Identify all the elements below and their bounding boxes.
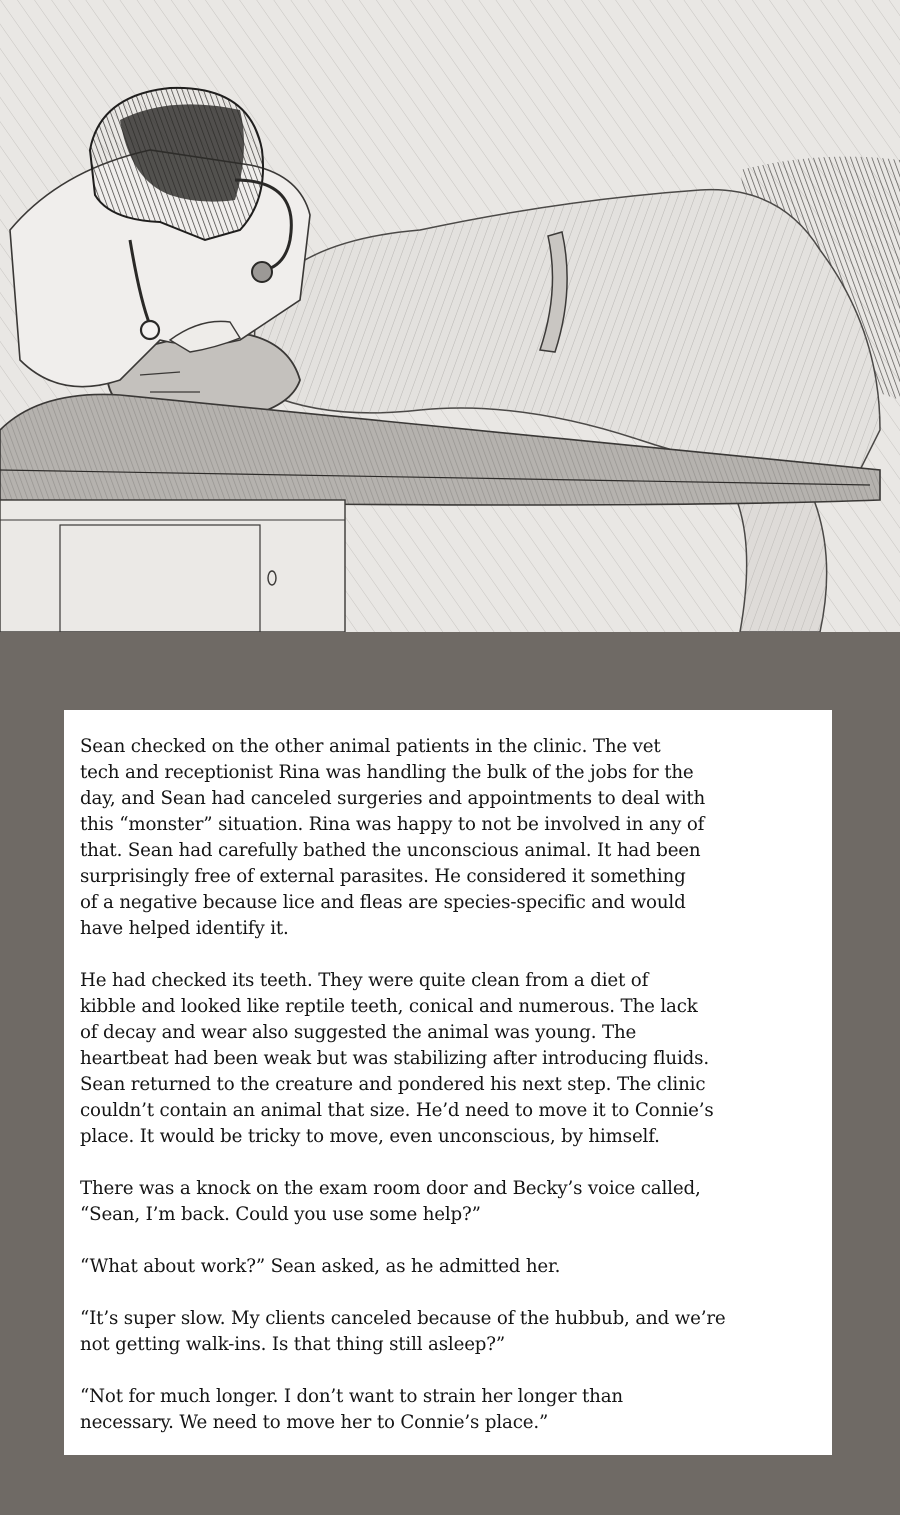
stethoscope-chestpiece [252,262,272,282]
pencil-sketch-image [0,0,900,632]
story-paragraph: There was a knock on the exam room door and Becky’s voice called, “Sean, I’m back. Could you use some help?” [80,1178,701,1225]
stethoscope-bell [141,321,159,339]
story-paragraph: “What about work?” Sean asked, as he admitted her. [80,1256,561,1277]
story-paragraph: Sean checked on the other animal patients in the clinic. The vet tech and receptionist Rina was handling the bulk of the jobs for the day, and Sean had canceled surgeries and appointments to deal with this “monster” situation. Rina was happy to not be involved in any of that. Sean had carefully bathed the unconscious animal. It had been surprisingly free of external parasites. He considered it something of a negative because lice and fleas are species-specific and would have helped identify it. [80,736,706,939]
comic-illustration [0,0,900,632]
story-paragraph: “It’s super slow. My clients canceled because of the hubbub, and we’re not getting walk-ins. Is that thing still asleep?” [80,1308,726,1355]
story-paragraph: He had checked its teeth. They were quite clean from a diet of kibble and looked like reptile teeth, conical and numerous. The lack of decay and wear also suggested the animal was young. The heartbeat had been weak but was stabilizing after introducing fluids. Sean returned to the creature and pondered his next step. The clinic couldn’t contain an animal that size. He’d need to move it to Connie’s place. It would be tricky to move, even unconscious, by himself. [80,970,714,1147]
story-paragraph: “Not for much longer. I don’t want to strain her longer than necessary. We need to move her to Connie’s place.” [80,1386,623,1433]
story-text-panel [64,710,832,1455]
